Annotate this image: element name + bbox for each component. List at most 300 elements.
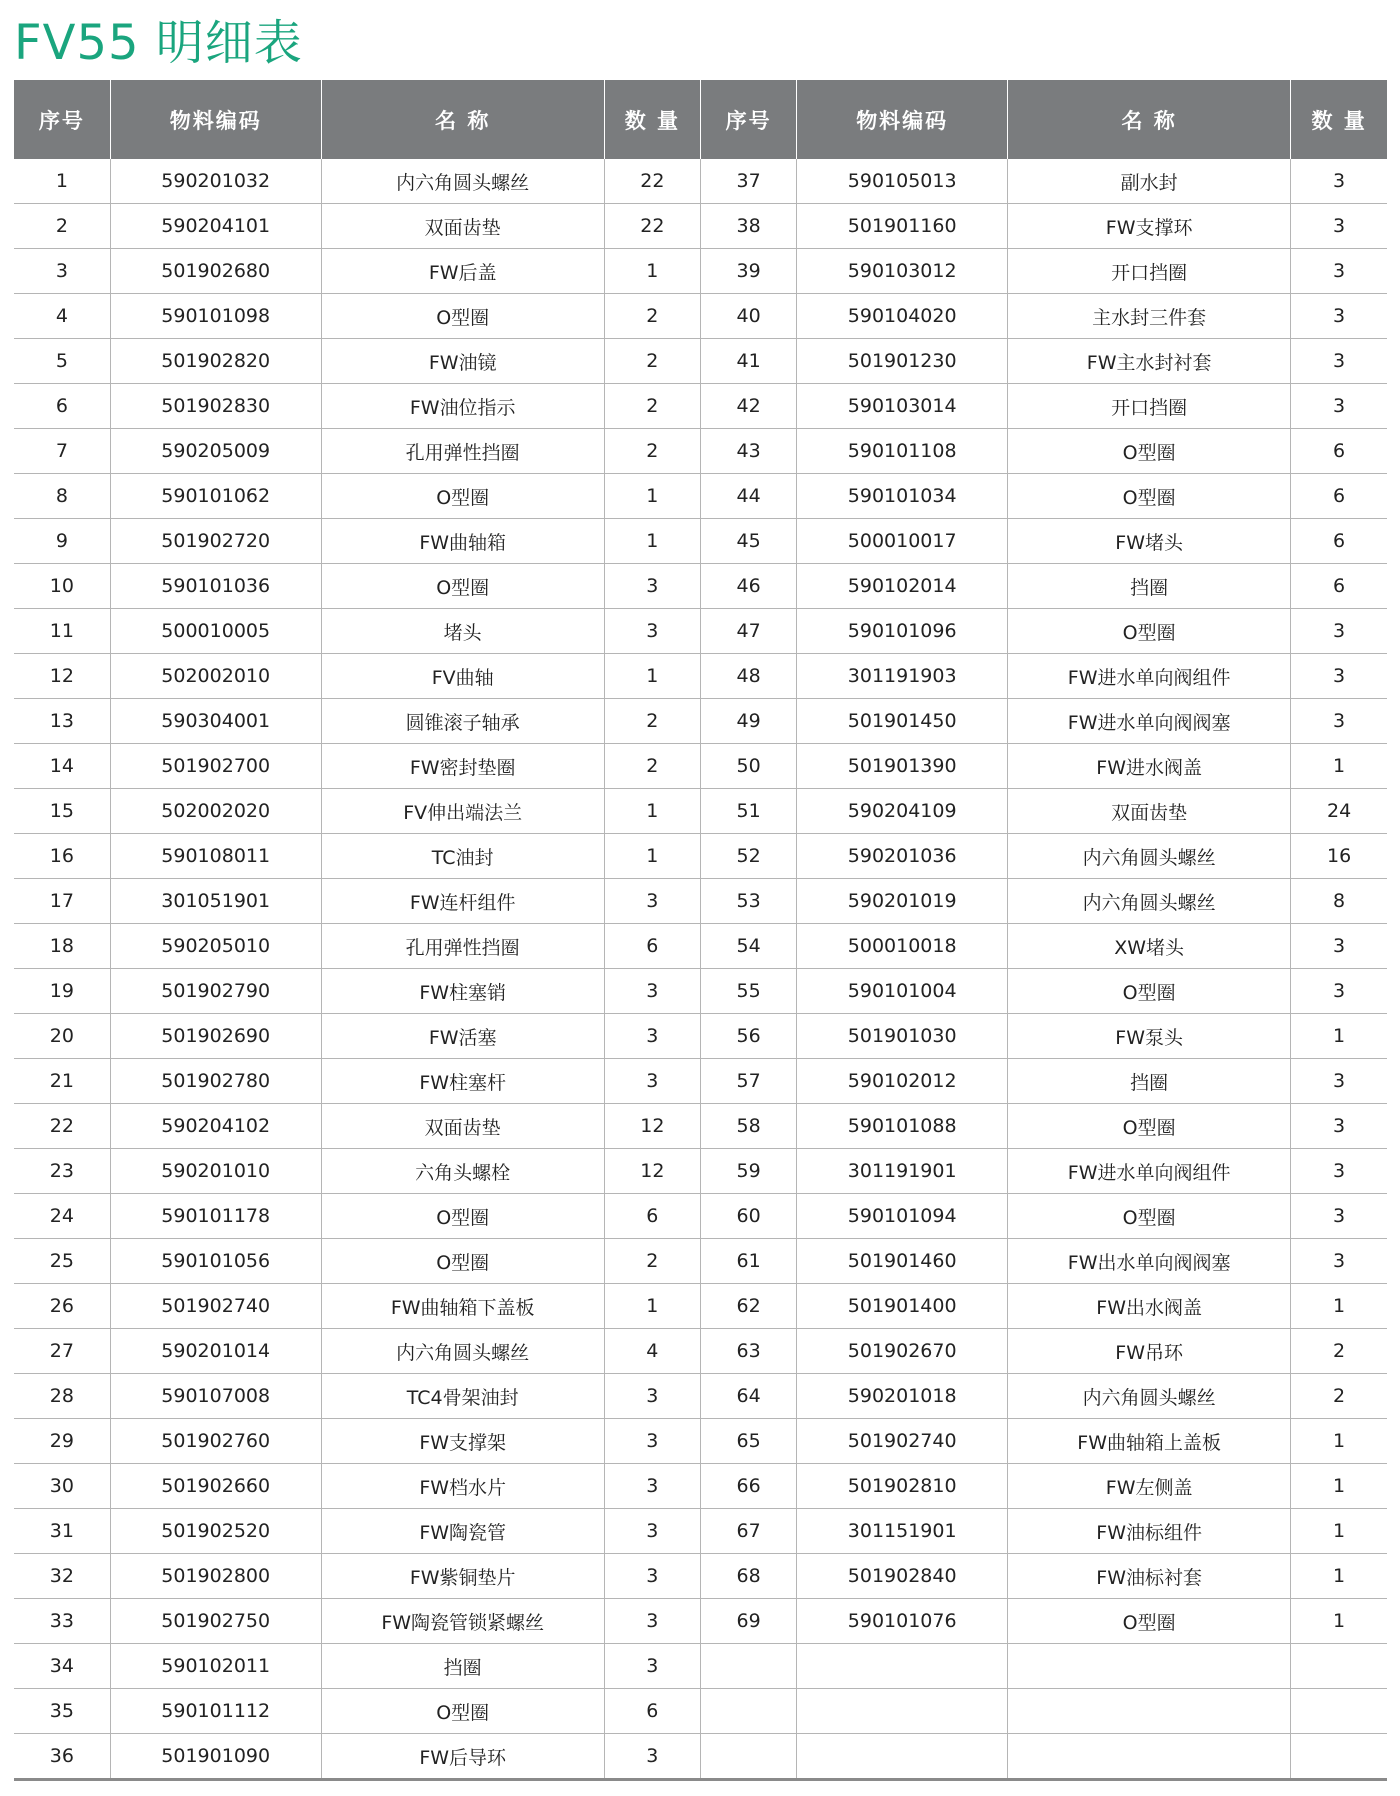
cell-qty-left: 1 — [604, 789, 700, 834]
cell-index-left: 18 — [14, 924, 110, 969]
cell-index-right: 47 — [700, 609, 796, 654]
cell-name-right: FW曲轴箱上盖板 — [1008, 1419, 1291, 1464]
cell-qty-left: 1 — [604, 249, 700, 294]
cell-qty-left: 2 — [604, 384, 700, 429]
table-row — [14, 1419, 1387, 1464]
table-row — [14, 1464, 1387, 1509]
cell-index-left: 24 — [14, 1194, 110, 1239]
cell-index-right: 55 — [700, 969, 796, 1014]
cell-index-right: 60 — [700, 1194, 796, 1239]
cell-name-left: O型圈 — [321, 1689, 604, 1734]
cell-index-right: 48 — [700, 654, 796, 699]
cell-qty-left: 2 — [604, 1239, 700, 1284]
table-row — [14, 744, 1387, 789]
cell-name-right: FW进水阀盖 — [1008, 744, 1291, 789]
cell-code-right: 590101108 — [797, 429, 1008, 474]
table-row — [14, 204, 1387, 249]
cell-qty-right — [1291, 1644, 1387, 1689]
cell-name-left: 挡圈 — [321, 1644, 604, 1689]
cell-qty-right: 1 — [1291, 1284, 1387, 1329]
cell-index-left: 36 — [14, 1734, 110, 1780]
cell-code-left: 501902750 — [110, 1599, 321, 1644]
cell-name-right: 内六角圆头螺丝 — [1008, 1374, 1291, 1419]
table-row — [14, 789, 1387, 834]
table-row — [14, 654, 1387, 699]
cell-code-right: 590201036 — [797, 834, 1008, 879]
cell-code-left: 501902820 — [110, 339, 321, 384]
cell-name-left: 堵头 — [321, 609, 604, 654]
table-row — [14, 1194, 1387, 1239]
cell-index-left: 30 — [14, 1464, 110, 1509]
cell-index-right: 45 — [700, 519, 796, 564]
cell-index-right: 61 — [700, 1239, 796, 1284]
cell-qty-right: 1 — [1291, 1554, 1387, 1599]
cell-code-left: 501902690 — [110, 1014, 321, 1059]
cell-index-left: 29 — [14, 1419, 110, 1464]
header-code-right: 物料编码 — [797, 80, 1008, 159]
table-row — [14, 1599, 1387, 1644]
table-row — [14, 609, 1387, 654]
cell-qty-right: 3 — [1291, 1059, 1387, 1104]
cell-name-left: TC4骨架油封 — [321, 1374, 604, 1419]
cell-name-right: 开口挡圈 — [1008, 249, 1291, 294]
header-qty-left: 数 量 — [604, 80, 700, 159]
page-title: FV55 明细表 — [14, 15, 303, 71]
cell-code-left: 501902800 — [110, 1554, 321, 1599]
cell-name-left: FW后盖 — [321, 249, 604, 294]
cell-index-left: 14 — [14, 744, 110, 789]
cell-code-right: 590101076 — [797, 1599, 1008, 1644]
cell-qty-right: 1 — [1291, 1599, 1387, 1644]
cell-name-left: O型圈 — [321, 564, 604, 609]
cell-code-left: 501902520 — [110, 1509, 321, 1554]
cell-index-right: 43 — [700, 429, 796, 474]
cell-code-left: 501902660 — [110, 1464, 321, 1509]
cell-code-right — [797, 1734, 1008, 1780]
cell-code-right: 590204109 — [797, 789, 1008, 834]
cell-index-left: 9 — [14, 519, 110, 564]
cell-code-left: 501902830 — [110, 384, 321, 429]
cell-name-left: 圆锥滚子轴承 — [321, 699, 604, 744]
cell-code-right: 501901390 — [797, 744, 1008, 789]
table-row — [14, 1239, 1387, 1284]
cell-code-right: 501902840 — [797, 1554, 1008, 1599]
cell-code-left: 590205009 — [110, 429, 321, 474]
cell-index-right — [700, 1644, 796, 1689]
header-name-left: 名 称 — [321, 80, 604, 159]
cell-qty-left: 3 — [604, 969, 700, 1014]
header-code-left: 物料编码 — [110, 80, 321, 159]
cell-name-left: 内六角圆头螺丝 — [321, 1329, 604, 1374]
table-row — [14, 1689, 1387, 1734]
cell-qty-right: 2 — [1291, 1374, 1387, 1419]
cell-name-right: FW出水阀盖 — [1008, 1284, 1291, 1329]
cell-name-right: 内六角圆头螺丝 — [1008, 879, 1291, 924]
cell-index-right: 58 — [700, 1104, 796, 1149]
cell-qty-right: 6 — [1291, 474, 1387, 519]
cell-index-left: 20 — [14, 1014, 110, 1059]
cell-qty-left: 2 — [604, 699, 700, 744]
cell-name-right: O型圈 — [1008, 1104, 1291, 1149]
cell-index-right: 69 — [700, 1599, 796, 1644]
cell-code-right: 500010017 — [797, 519, 1008, 564]
cell-name-left: FW活塞 — [321, 1014, 604, 1059]
cell-qty-left: 3 — [604, 1644, 700, 1689]
cell-name-right: O型圈 — [1008, 429, 1291, 474]
cell-name-right: FW油标组件 — [1008, 1509, 1291, 1554]
cell-index-left: 19 — [14, 969, 110, 1014]
cell-qty-left: 2 — [604, 339, 700, 384]
cell-code-right: 590103012 — [797, 249, 1008, 294]
cell-code-right — [797, 1644, 1008, 1689]
cell-name-right: 主水封三件套 — [1008, 294, 1291, 339]
cell-index-left: 10 — [14, 564, 110, 609]
cell-index-right: 53 — [700, 879, 796, 924]
cell-index-left: 17 — [14, 879, 110, 924]
cell-index-left: 35 — [14, 1689, 110, 1734]
table-row — [14, 1284, 1387, 1329]
cell-code-right: 590102014 — [797, 564, 1008, 609]
cell-index-left: 22 — [14, 1104, 110, 1149]
table-row — [14, 564, 1387, 609]
cell-name-left: 六角头螺栓 — [321, 1149, 604, 1194]
cell-code-left: 501901090 — [110, 1734, 321, 1780]
cell-code-left: 590101112 — [110, 1689, 321, 1734]
cell-name-left: 双面齿垫 — [321, 1104, 604, 1149]
table-row — [14, 1734, 1387, 1780]
table-row — [14, 1014, 1387, 1059]
cell-code-left: 501902740 — [110, 1284, 321, 1329]
cell-code-left: 301051901 — [110, 879, 321, 924]
cell-index-right — [700, 1689, 796, 1734]
cell-name-left: 双面齿垫 — [321, 204, 604, 249]
cell-code-right: 501902740 — [797, 1419, 1008, 1464]
cell-name-right: FW支撑环 — [1008, 204, 1291, 249]
cell-index-left: 23 — [14, 1149, 110, 1194]
cell-qty-right: 16 — [1291, 834, 1387, 879]
cell-code-left: 500010005 — [110, 609, 321, 654]
cell-index-right: 49 — [700, 699, 796, 744]
table-row — [14, 1554, 1387, 1599]
cell-qty-left: 6 — [604, 924, 700, 969]
cell-code-right: 301151901 — [797, 1509, 1008, 1554]
cell-index-left: 26 — [14, 1284, 110, 1329]
cell-code-left: 590204102 — [110, 1104, 321, 1149]
cell-code-left: 590101056 — [110, 1239, 321, 1284]
cell-code-left: 590107008 — [110, 1374, 321, 1419]
cell-name-right: O型圈 — [1008, 969, 1291, 1014]
cell-index-right: 52 — [700, 834, 796, 879]
cell-qty-right: 3 — [1291, 339, 1387, 384]
cell-index-right: 46 — [700, 564, 796, 609]
cell-qty-left: 3 — [604, 564, 700, 609]
cell-name-left: 孔用弹性挡圈 — [321, 429, 604, 474]
cell-qty-left: 1 — [604, 1284, 700, 1329]
cell-name-right: FW泵头 — [1008, 1014, 1291, 1059]
cell-code-right — [797, 1689, 1008, 1734]
cell-name-left: FW陶瓷管锁紧螺丝 — [321, 1599, 604, 1644]
cell-name-right: XW堵头 — [1008, 924, 1291, 969]
cell-qty-left: 3 — [604, 1464, 700, 1509]
cell-code-left: 590201032 — [110, 159, 321, 204]
cell-code-right: 590201018 — [797, 1374, 1008, 1419]
cell-index-right: 66 — [700, 1464, 796, 1509]
cell-qty-right — [1291, 1689, 1387, 1734]
cell-qty-left: 1 — [604, 519, 700, 564]
cell-qty-left: 3 — [604, 1509, 700, 1554]
cell-name-left: FW连杆组件 — [321, 879, 604, 924]
cell-index-left: 27 — [14, 1329, 110, 1374]
cell-name-left: FW后导环 — [321, 1734, 604, 1780]
cell-code-right: 501901400 — [797, 1284, 1008, 1329]
table-row — [14, 1509, 1387, 1554]
cell-qty-right: 3 — [1291, 1239, 1387, 1284]
cell-name-left: O型圈 — [321, 1239, 604, 1284]
cell-name-left: O型圈 — [321, 294, 604, 339]
cell-code-left: 501902790 — [110, 969, 321, 1014]
cell-code-left: 590101178 — [110, 1194, 321, 1239]
cell-qty-right: 1 — [1291, 1464, 1387, 1509]
cell-qty-left: 12 — [604, 1149, 700, 1194]
cell-qty-right: 1 — [1291, 1014, 1387, 1059]
cell-qty-right — [1291, 1734, 1387, 1780]
cell-code-left: 590101062 — [110, 474, 321, 519]
cell-name-right: O型圈 — [1008, 1194, 1291, 1239]
cell-qty-left: 3 — [604, 1419, 700, 1464]
cell-index-right: 63 — [700, 1329, 796, 1374]
cell-name-right: 双面齿垫 — [1008, 789, 1291, 834]
cell-qty-left: 3 — [604, 879, 700, 924]
cell-index-right: 62 — [700, 1284, 796, 1329]
cell-index-left: 34 — [14, 1644, 110, 1689]
cell-qty-right: 3 — [1291, 294, 1387, 339]
cell-name-left: FW档水片 — [321, 1464, 604, 1509]
cell-code-left: 590108011 — [110, 834, 321, 879]
cell-index-left: 28 — [14, 1374, 110, 1419]
table-row — [14, 1104, 1387, 1149]
cell-name-right: 开口挡圈 — [1008, 384, 1291, 429]
cell-name-right: FW进水单向阀组件 — [1008, 654, 1291, 699]
table-row — [14, 1644, 1387, 1689]
cell-index-right: 42 — [700, 384, 796, 429]
cell-qty-right: 3 — [1291, 249, 1387, 294]
cell-code-right: 590101004 — [797, 969, 1008, 1014]
cell-code-right: 501901160 — [797, 204, 1008, 249]
cell-qty-right: 3 — [1291, 609, 1387, 654]
cell-index-left: 5 — [14, 339, 110, 384]
cell-name-left: FW紫铜垫片 — [321, 1554, 604, 1599]
cell-qty-right: 24 — [1291, 789, 1387, 834]
cell-qty-right: 1 — [1291, 744, 1387, 789]
cell-index-left: 25 — [14, 1239, 110, 1284]
cell-code-right: 590105013 — [797, 159, 1008, 204]
cell-qty-left: 3 — [604, 1014, 700, 1059]
cell-name-right: O型圈 — [1008, 609, 1291, 654]
table-row — [14, 1374, 1387, 1419]
cell-qty-right: 3 — [1291, 699, 1387, 744]
cell-code-right: 501902670 — [797, 1329, 1008, 1374]
cell-qty-left: 1 — [604, 654, 700, 699]
cell-name-right: 副水封 — [1008, 159, 1291, 204]
cell-code-right: 590103014 — [797, 384, 1008, 429]
cell-name-left: FW密封垫圈 — [321, 744, 604, 789]
table-row — [14, 1149, 1387, 1194]
cell-code-right: 501901450 — [797, 699, 1008, 744]
table-header-row — [14, 80, 1387, 159]
table-row — [14, 834, 1387, 879]
cell-code-left: 590102011 — [110, 1644, 321, 1689]
cell-qty-right: 1 — [1291, 1419, 1387, 1464]
cell-name-right: 内六角圆头螺丝 — [1008, 834, 1291, 879]
table-row — [14, 159, 1387, 204]
cell-code-right: 501901460 — [797, 1239, 1008, 1284]
table-row — [14, 879, 1387, 924]
cell-name-right: FW油标衬套 — [1008, 1554, 1291, 1599]
cell-code-left: 590304001 — [110, 699, 321, 744]
cell-qty-left: 3 — [604, 1374, 700, 1419]
cell-index-left: 6 — [14, 384, 110, 429]
cell-code-left: 501902720 — [110, 519, 321, 564]
parts-list-table — [14, 80, 1387, 1781]
cell-index-right: 38 — [700, 204, 796, 249]
cell-index-left: 8 — [14, 474, 110, 519]
cell-qty-right: 3 — [1291, 654, 1387, 699]
cell-qty-right: 2 — [1291, 1329, 1387, 1374]
cell-qty-right: 3 — [1291, 1104, 1387, 1149]
cell-code-left: 501902760 — [110, 1419, 321, 1464]
cell-code-right: 301191901 — [797, 1149, 1008, 1194]
table-row — [14, 249, 1387, 294]
cell-code-right: 501902810 — [797, 1464, 1008, 1509]
cell-name-right: FW出水单向阀阀塞 — [1008, 1239, 1291, 1284]
cell-index-left: 3 — [14, 249, 110, 294]
cell-index-left: 12 — [14, 654, 110, 699]
cell-name-left: FW柱塞杆 — [321, 1059, 604, 1104]
cell-index-left: 13 — [14, 699, 110, 744]
cell-name-right — [1008, 1644, 1291, 1689]
cell-qty-left: 1 — [604, 834, 700, 879]
cell-code-left: 590101098 — [110, 294, 321, 339]
cell-index-right: 51 — [700, 789, 796, 834]
cell-code-right: 590201019 — [797, 879, 1008, 924]
cell-code-left: 590205010 — [110, 924, 321, 969]
cell-code-right: 590101094 — [797, 1194, 1008, 1239]
cell-name-left: FW柱塞销 — [321, 969, 604, 1014]
cell-name-left: FW支撑架 — [321, 1419, 604, 1464]
cell-name-left: FV曲轴 — [321, 654, 604, 699]
table-body — [14, 159, 1387, 1780]
table-row — [14, 339, 1387, 384]
cell-qty-left: 3 — [604, 1599, 700, 1644]
cell-index-right: 40 — [700, 294, 796, 339]
cell-name-left: 孔用弹性挡圈 — [321, 924, 604, 969]
cell-name-right: FW吊环 — [1008, 1329, 1291, 1374]
cell-name-right — [1008, 1689, 1291, 1734]
header-qty-right: 数 量 — [1291, 80, 1387, 159]
cell-qty-left: 2 — [604, 429, 700, 474]
cell-qty-right: 3 — [1291, 384, 1387, 429]
cell-index-right: 59 — [700, 1149, 796, 1194]
cell-qty-right: 1 — [1291, 1509, 1387, 1554]
cell-code-right: 301191903 — [797, 654, 1008, 699]
table-row — [14, 519, 1387, 564]
cell-code-right: 500010018 — [797, 924, 1008, 969]
cell-index-left: 4 — [14, 294, 110, 339]
cell-name-right: O型圈 — [1008, 1599, 1291, 1644]
cell-name-left: FW油位指示 — [321, 384, 604, 429]
cell-name-right: FW堵头 — [1008, 519, 1291, 564]
table-row — [14, 474, 1387, 519]
cell-name-right: 挡圈 — [1008, 1059, 1291, 1104]
cell-name-right — [1008, 1734, 1291, 1780]
cell-qty-right: 3 — [1291, 159, 1387, 204]
cell-qty-right: 6 — [1291, 519, 1387, 564]
cell-code-right: 590101088 — [797, 1104, 1008, 1149]
cell-index-right — [700, 1734, 796, 1780]
cell-code-right: 501901030 — [797, 1014, 1008, 1059]
cell-index-right: 68 — [700, 1554, 796, 1599]
header-index-left: 序号 — [14, 80, 110, 159]
cell-index-left: 31 — [14, 1509, 110, 1554]
cell-index-right: 39 — [700, 249, 796, 294]
cell-index-right: 54 — [700, 924, 796, 969]
cell-index-right: 50 — [700, 744, 796, 789]
cell-name-right: FW主水封衬套 — [1008, 339, 1291, 384]
cell-index-left: 1 — [14, 159, 110, 204]
cell-index-right: 41 — [700, 339, 796, 384]
cell-name-left: FW曲轴箱下盖板 — [321, 1284, 604, 1329]
cell-name-left: O型圈 — [321, 474, 604, 519]
cell-index-left: 11 — [14, 609, 110, 654]
cell-code-right: 590104020 — [797, 294, 1008, 339]
cell-index-right: 56 — [700, 1014, 796, 1059]
cell-index-right: 67 — [700, 1509, 796, 1554]
cell-qty-left: 1 — [604, 474, 700, 519]
cell-qty-left: 4 — [604, 1329, 700, 1374]
cell-qty-right: 3 — [1291, 1194, 1387, 1239]
cell-code-left: 502002010 — [110, 654, 321, 699]
cell-name-left: 内六角圆头螺丝 — [321, 159, 604, 204]
table-row — [14, 384, 1387, 429]
cell-qty-left: 22 — [604, 159, 700, 204]
cell-index-left: 33 — [14, 1599, 110, 1644]
cell-index-right: 65 — [700, 1419, 796, 1464]
cell-index-right: 44 — [700, 474, 796, 519]
cell-index-left: 2 — [14, 204, 110, 249]
table-row — [14, 699, 1387, 744]
cell-name-right: FW进水单向阀阀塞 — [1008, 699, 1291, 744]
header-index-right: 序号 — [700, 80, 796, 159]
cell-index-left: 16 — [14, 834, 110, 879]
cell-index-right: 64 — [700, 1374, 796, 1419]
cell-qty-right: 3 — [1291, 204, 1387, 249]
cell-qty-right: 6 — [1291, 429, 1387, 474]
table-row — [14, 294, 1387, 339]
cell-name-left: FW陶瓷管 — [321, 1509, 604, 1554]
table-row — [14, 1059, 1387, 1104]
cell-code-left: 501902700 — [110, 744, 321, 789]
cell-code-right: 590101034 — [797, 474, 1008, 519]
cell-qty-left: 3 — [604, 1059, 700, 1104]
cell-code-left: 590201014 — [110, 1329, 321, 1374]
cell-qty-right: 3 — [1291, 924, 1387, 969]
cell-index-left: 21 — [14, 1059, 110, 1104]
cell-qty-left: 3 — [604, 1554, 700, 1599]
cell-qty-left: 6 — [604, 1689, 700, 1734]
header-name-right: 名 称 — [1008, 80, 1291, 159]
cell-index-left: 7 — [14, 429, 110, 474]
cell-qty-right: 8 — [1291, 879, 1387, 924]
